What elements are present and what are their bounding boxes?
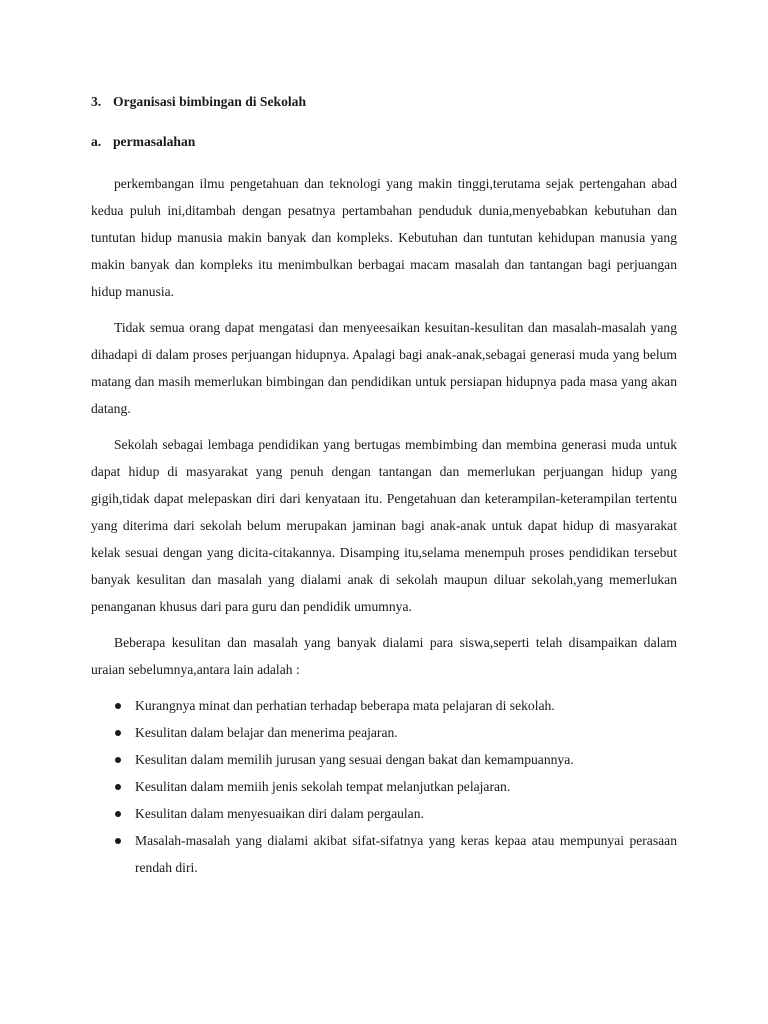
paragraph-4: Beberapa kesulitan dan masalah yang banyak dialami para siswa,seperti telah disampaikan dalam uraian sebelumnya,antara lain adalah : (91, 635, 677, 677)
list-item-text: Kesulitan dalam belajar dan menerima peajaran. (135, 725, 398, 740)
bullet-icon (115, 811, 121, 817)
subsection-heading (91, 132, 677, 152)
paragraph-2: Tidak semua orang dapat mengatasi dan menyeesaikan kesuitan-kesulitan dan masalah-masalah yang dihadapi di dalam proses perjuangan hidupnya. Apalagi bagi anak-anak,sebagai generasi muda yang belum matang dan masih memerlukan bimbingan dan pendidikan untuk persiapan hidupnya pada masa yang akan datang. (91, 320, 677, 416)
paragraph-3: Sekolah sebagai lembaga pendidikan yang bertugas membimbing dan membina generasi muda untuk dapat hidup di masyarakat yang penuh dengan tantangan dan memerlukan perjuangan hidup yang gigih,tidak dapat melepaskan diri dari kenyataan itu. Pengetahuan dan keterampilan-keterampilan tertentu yang diterima dari sekolah belum merupakan jaminan bagi anak-anak untuk dapat hidup di masyarakat kelak sesuai dengan yang dicita-citakannya. Disamping itu,selama menempuh proses pendidikan tersebut banyak kesulitan dan masalah yang dialami anak di sekolah maupun diluar sekolah,yang memerlukan penanganan khusus dari para guru dan pendidik umumnya. (91, 437, 677, 614)
bullet-icon (115, 757, 121, 763)
bullet-icon (115, 730, 121, 736)
bullet-icon (115, 784, 121, 790)
list-item (91, 800, 677, 827)
section-title: Organisasi bimbingan di Sekolah (113, 94, 307, 109)
bullet-icon (115, 838, 121, 844)
list-item-text: Kesulitan dalam memiih jenis sekolah tempat melanjutkan pelajaran. (135, 779, 511, 794)
section-heading (91, 92, 677, 112)
list-item-text: Kesulitan dalam menyesuaikan diri dalam pergaulan. (135, 806, 424, 821)
paragraph-1: perkembangan ilmu pengetahuan dan teknologi yang makin tinggi,terutama sejak pertengahan abad kedua puluh ini,ditambah dengan pesatnya pertambahan penduduk dunia,menyebabkan kebutuhan dan tuntutan hidup manusia makin banyak dan kompleks. Kebutuhan dan tuntutan kehidupan manusia yang makin banyak dan kompleks itu menimbulkan berbagai macam masalah dan tantangan bagi perjuangan hidup manusia. (91, 176, 677, 299)
list-item (91, 827, 677, 881)
difficulty-list (91, 692, 677, 881)
list-item-text: Kurangnya minat dan perhatian terhadap beberapa mata pelajaran di sekolah. (135, 698, 555, 713)
bullet-icon (115, 703, 121, 709)
list-item (91, 719, 677, 746)
list-item (91, 746, 677, 773)
subsection-letter: a. (91, 134, 102, 149)
list-item-text: Kesulitan dalam memilih jurusan yang sesuai dengan bakat dan kemampuannya. (135, 752, 574, 767)
list-item (91, 773, 677, 800)
section-number: 3. (91, 94, 102, 109)
list-item (91, 692, 677, 719)
list-item-text: Masalah-masalah yang dialami akibat sifat-sifatnya yang keras kepaa atau mempunyai perasaan rendah diri. (135, 833, 677, 875)
subsection-title: permasalahan (113, 134, 196, 149)
document-page (91, 92, 677, 881)
